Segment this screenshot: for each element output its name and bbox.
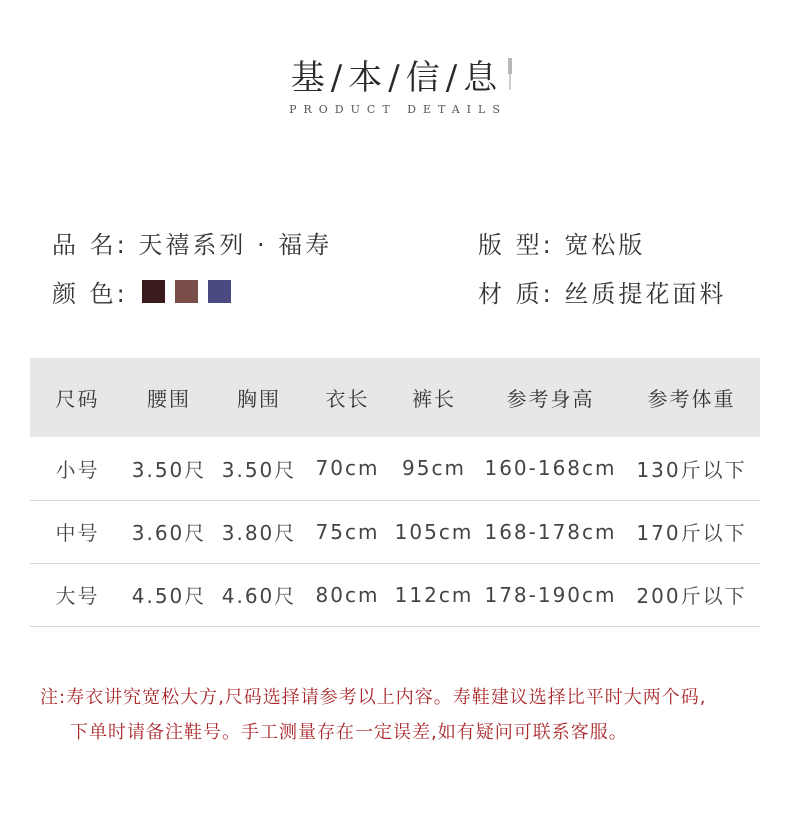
title-separator: /: [445, 58, 460, 98]
product-name-value: 天禧系列 · 福寿: [138, 231, 333, 259]
cell-top-length: 80cm: [305, 563, 390, 626]
title-separator: /: [388, 58, 402, 98]
table-row: [30, 500, 760, 563]
notice-line: 注:寿衣讲究宽松大方,尺码选择请参考以上内容。寿鞋建议选择比平时大两个码,: [40, 687, 707, 708]
cell-waist: 3.50尺: [125, 437, 213, 500]
title-char: 信: [405, 58, 442, 98]
cell-ref-height: 178-190cm: [478, 563, 623, 626]
table-row: [30, 563, 760, 626]
column-header-pants-length: 裤长: [412, 387, 456, 411]
cell-waist: 4.50尺: [125, 563, 213, 626]
title-char: 息: [463, 58, 500, 98]
cell-ref-height: 168-178cm: [478, 500, 623, 563]
cell-waist: 3.60尺: [125, 500, 213, 563]
cell-chest: 3.80尺: [213, 500, 305, 563]
cell-chest: 4.60尺: [213, 563, 305, 626]
table-row: [30, 437, 760, 500]
product-fit-row: [478, 225, 645, 260]
cell-ref-weight: 200斤以下: [623, 563, 760, 626]
product-material-row: [478, 274, 726, 309]
title-separator: /: [330, 58, 345, 98]
cell-top-length: 70cm: [305, 437, 390, 500]
notice-line: 下单时请备注鞋号。手工测量存在一定误差,如有疑问可联系客服。: [70, 722, 628, 743]
cell-ref-weight: 170斤以下: [623, 500, 760, 563]
column-header-waist: 腰围: [147, 387, 191, 411]
color-swatch-dark-brown[interactable]: [142, 280, 165, 303]
page-title: [291, 50, 499, 99]
cell-size: 中号: [30, 500, 125, 563]
cell-size: 小号: [30, 437, 125, 500]
color-swatch-mauve-brown[interactable]: [175, 280, 198, 303]
column-header-chest: 胸围: [237, 387, 281, 411]
cell-size: 大号: [30, 563, 125, 626]
product-color-row: [52, 274, 241, 309]
product-fit-label: 版 型:: [478, 231, 554, 259]
cell-top-length: 75cm: [305, 500, 390, 563]
size-chart-table: [30, 358, 760, 627]
color-swatch-navy-blue[interactable]: [208, 280, 231, 303]
product-name-label: 品 名:: [52, 231, 128, 259]
product-material-value: 丝质提花面料: [564, 280, 727, 308]
product-color-label: 颜 色:: [52, 280, 128, 308]
product-fit-value: 宽松版: [564, 231, 646, 259]
product-material-label: 材 质:: [478, 280, 554, 308]
table-header-row: [30, 358, 760, 437]
title-char: 本: [348, 58, 385, 98]
notice-text: [40, 680, 770, 750]
cell-ref-height: 160-168cm: [478, 437, 623, 500]
column-header-size: 尺码: [55, 387, 100, 411]
cell-pants-length: 95cm: [390, 437, 478, 500]
product-name-row: [52, 225, 332, 260]
column-header-ref-height: 参考身高: [506, 387, 595, 411]
cell-pants-length: 112cm: [390, 563, 478, 626]
title-char: 基: [290, 58, 327, 98]
brush-decoration-icon: [507, 58, 513, 90]
cell-chest: 3.50尺: [213, 437, 305, 500]
cell-pants-length: 105cm: [390, 500, 478, 563]
page-subtitle: PRODUCT DETAILS: [289, 103, 507, 116]
section-header: [0, 50, 790, 116]
column-header-ref-weight: 参考体重: [647, 387, 736, 411]
column-header-top-length: 衣长: [325, 387, 370, 411]
cell-ref-weight: 130斤以下: [623, 437, 760, 500]
